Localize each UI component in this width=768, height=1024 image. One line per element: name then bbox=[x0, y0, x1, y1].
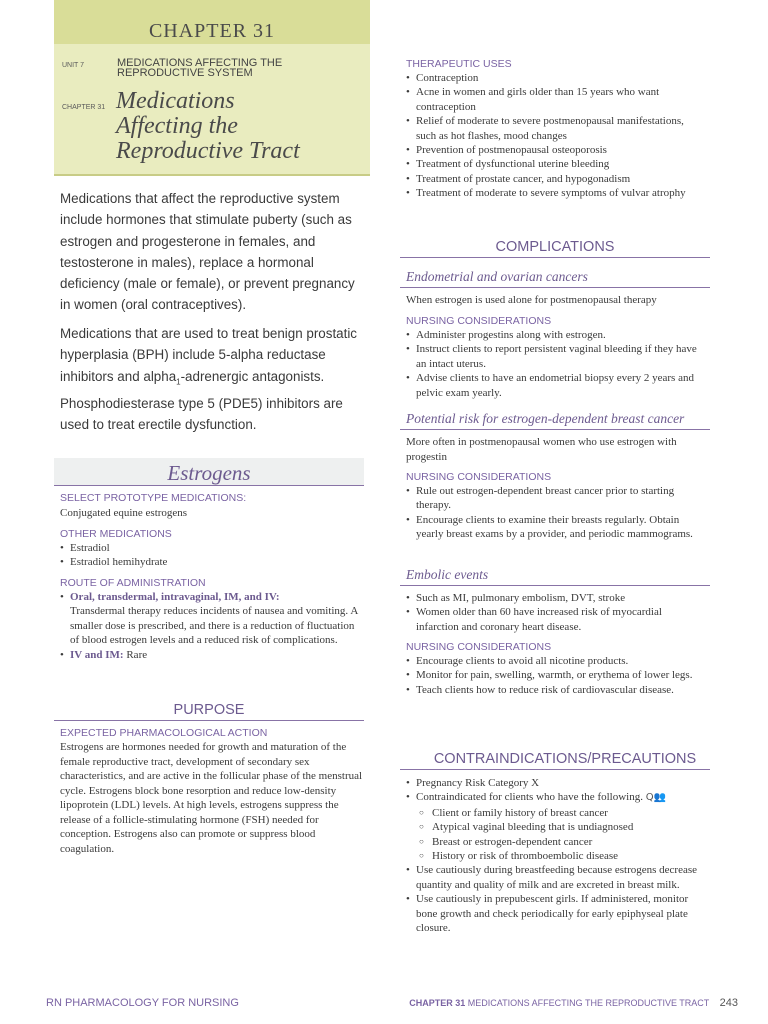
complication-title: Endometrial and ovarian cancers bbox=[406, 269, 588, 284]
route-text: Rare bbox=[123, 648, 148, 661]
chapter-title-line: Medications bbox=[116, 88, 235, 114]
action-label: EXPECTED PHARMACOLOGICAL ACTION bbox=[60, 727, 268, 739]
chapter-header bbox=[54, 0, 370, 174]
purpose-heading: PURPOSE bbox=[173, 702, 245, 718]
prototype-medication: Conjugated equine estrogens bbox=[60, 507, 188, 519]
footer-book-title: RN PHARMACOLOGY FOR NURSING bbox=[46, 997, 239, 1009]
list-item bbox=[60, 648, 358, 662]
chapter-title bbox=[116, 89, 366, 164]
list-item bbox=[406, 790, 706, 805]
chapter-band-title: CHAPTER 31 bbox=[148, 20, 276, 42]
complications-heading: COMPLICATIONS bbox=[495, 239, 615, 255]
other-medications-label: OTHER MEDICATIONS bbox=[60, 528, 172, 540]
list-item: • Treatment of moderate to severe symptoms of vulvar atrophy bbox=[406, 186, 706, 200]
footer-chapter-title: MEDICATIONS AFFECTING THE REPRODUCTIVE TRACT bbox=[467, 998, 710, 1008]
contraindications-rule bbox=[400, 769, 710, 770]
list-item: • Use cautiously during breastfeeding because estrogens decrease quantity and quality of milk and are excreted in breast milk. bbox=[406, 863, 706, 892]
complication-title: Embolic events bbox=[406, 567, 489, 582]
therapeutic-label: THERAPEUTIC USES bbox=[406, 58, 512, 70]
sub-list-item: ○ History or risk of thromboembolic disease bbox=[406, 849, 706, 863]
nursing-list bbox=[406, 654, 706, 697]
list-item: • Contraception bbox=[406, 71, 706, 85]
footer-chapter-number: CHAPTER 31 bbox=[409, 998, 466, 1008]
sub-list-item: ○ Client or family history of breast cancer bbox=[406, 806, 706, 820]
nursing-list bbox=[406, 484, 706, 542]
complication-rule bbox=[400, 287, 710, 288]
complication-text: More often in postmenopausal women who use estrogen with progestin bbox=[406, 436, 677, 463]
nursing-label: NURSING CONSIDERATIONS bbox=[406, 641, 552, 653]
intro-paragraph bbox=[60, 323, 362, 435]
intro-paragraph: Medications that affect the reproductive system include hormones that stimulate puberty (such as estrogen and progesterone in females, and testosterone in males), replace a hormonal deficiency (male or female), or prevent pregnancy in women (oral contraceptives). bbox=[60, 191, 355, 313]
complication-rule bbox=[400, 585, 710, 586]
route-text: Transdermal therapy reduces incidents of nausea and vomiting. A smaller dose is prescribed, and there is a reduction of fluctuation of blood estrogen levels and a reduced risk of complications. bbox=[70, 605, 358, 647]
intro-text: Medications that are used to treat benign prostatic hyperplasia (BPH) include 5-alpha reductase inhibitors and alpha bbox=[60, 326, 358, 384]
list-item: • Encourage clients to avoid all nicotine products. bbox=[406, 654, 706, 668]
nursing-label: NURSING CONSIDERATIONS bbox=[406, 471, 552, 483]
contraindications-heading: CONTRAINDICATIONS/PRECAUTIONS bbox=[433, 751, 697, 767]
unit-title: MEDICATIONS AFFECTING THE REPRODUCTIVE SYSTEM bbox=[117, 57, 283, 79]
route-list bbox=[60, 590, 358, 662]
list-item: • Treatment of prostate cancer, and hypogonadism bbox=[406, 172, 706, 186]
complication-title: Potential risk for estrogen-dependent breast cancer bbox=[406, 411, 685, 426]
therapeutic-list bbox=[406, 71, 706, 201]
chapter-title-line: Reproductive Tract bbox=[116, 138, 300, 164]
intro-subscript: 1 bbox=[176, 377, 181, 387]
estrogens-heading: Estrogens bbox=[167, 461, 251, 485]
route-bold: IV and IM: bbox=[70, 648, 124, 661]
sub-list-item: ○ Breast or estrogen-dependent cancer bbox=[406, 835, 706, 849]
complication-rule bbox=[400, 429, 710, 430]
list-item: • Relief of moderate to severe postmenopausal manifestations, such as hot flashes, mood changes bbox=[406, 114, 706, 143]
sub-list-item: ○ Atypical vaginal bleeding that is undiagnosed bbox=[406, 820, 706, 834]
unit-tag: UNIT 7 bbox=[62, 62, 85, 69]
prototype-label: SELECT PROTOTYPE MEDICATIONS: bbox=[60, 492, 247, 504]
list-item-text: Contraindicated for clients who have the following. bbox=[416, 791, 643, 804]
list-item: • Teach clients how to reduce risk of cardiovascular disease. bbox=[406, 683, 706, 697]
list-item: • Rule out estrogen-dependent breast cancer prior to starting therapy. bbox=[406, 484, 706, 513]
chapter-title-line: Affecting the bbox=[116, 113, 238, 139]
list-item: • Advise clients to have an endometrial biopsy every 2 years and pelvic exam yearly. bbox=[406, 371, 706, 400]
list-item: • Estradiol bbox=[60, 541, 360, 555]
route-bold: Oral, transdermal, intravaginal, IM, and IV: bbox=[70, 591, 280, 603]
list-item: • Acne in women and girls older than 15 years who want contraception bbox=[406, 85, 706, 114]
list-item: • Women older than 60 have increased risk of myocardial infarction and coronary heart disease. bbox=[406, 605, 706, 634]
list-item: • Monitor for pain, swelling, warmth, or erythema of lower legs. bbox=[406, 668, 706, 682]
chapter-tag: CHAPTER 31 bbox=[62, 104, 106, 111]
nursing-list bbox=[406, 328, 706, 400]
footer-chapter bbox=[409, 997, 738, 1009]
route-label: ROUTE OF ADMINISTRATION bbox=[60, 577, 206, 589]
list-item: • Use cautiously in prepubescent girls. If administered, monitor bone growth and check periodically for early epiphyseal plate closure. bbox=[406, 892, 706, 935]
header-divider bbox=[54, 174, 370, 176]
list-item: • Pregnancy Risk Category X bbox=[406, 776, 706, 790]
embolic-list bbox=[406, 591, 706, 634]
list-item: • Such as MI, pulmonary embolism, DVT, stroke bbox=[406, 591, 706, 605]
other-medications-list bbox=[60, 541, 360, 570]
list-item: • Instruct clients to report persistent vaginal bleeding if they have an intact uterus. bbox=[406, 342, 706, 371]
list-item: • Administer progestins along with estrogen. bbox=[406, 328, 706, 342]
nursing-label: NURSING CONSIDERATIONS bbox=[406, 315, 552, 327]
estrogens-heading-box bbox=[54, 458, 364, 486]
purpose-rule bbox=[54, 720, 364, 721]
page-number: 243 bbox=[719, 997, 738, 1009]
contraindications-list bbox=[406, 776, 706, 935]
intro-text: -adrenergic antagonists. Phosphodiesterase type 5 (PDE5) inhibitors are used to treat erectile dysfunction. bbox=[60, 368, 343, 432]
list-item: • Treatment of dysfunctional uterine bleeding bbox=[406, 157, 706, 171]
list-item: • Prevention of postmenopausal osteoporosis bbox=[406, 143, 706, 157]
chapter-band bbox=[54, 0, 370, 44]
list-item: • Encourage clients to examine their breasts regularly. Obtain yearly breast exams by a provider, and periodic mammograms. bbox=[406, 513, 706, 542]
qsen-icon: Q👥 bbox=[645, 792, 667, 804]
complication-text: When estrogen is used alone for postmenopausal therapy bbox=[406, 294, 657, 306]
list-item: • Estradiol hemihydrate bbox=[60, 555, 360, 569]
list-item bbox=[60, 590, 358, 648]
complications-rule bbox=[400, 257, 710, 258]
action-text: Estrogens are hormones needed for growth and maturation of the female reproductive tract, development of secondary sex characteristics, and are active in the follicular phase of the menstrual cycle. Estrogens block bone resorption and reduce low-density lipoprotein (LDL) levels. At high levels, estrogens suppress the release of a follicle-stimulating hormone (FSH) needed for conception. Estrogens also can promote or suppress blood coagulation. bbox=[60, 741, 363, 855]
